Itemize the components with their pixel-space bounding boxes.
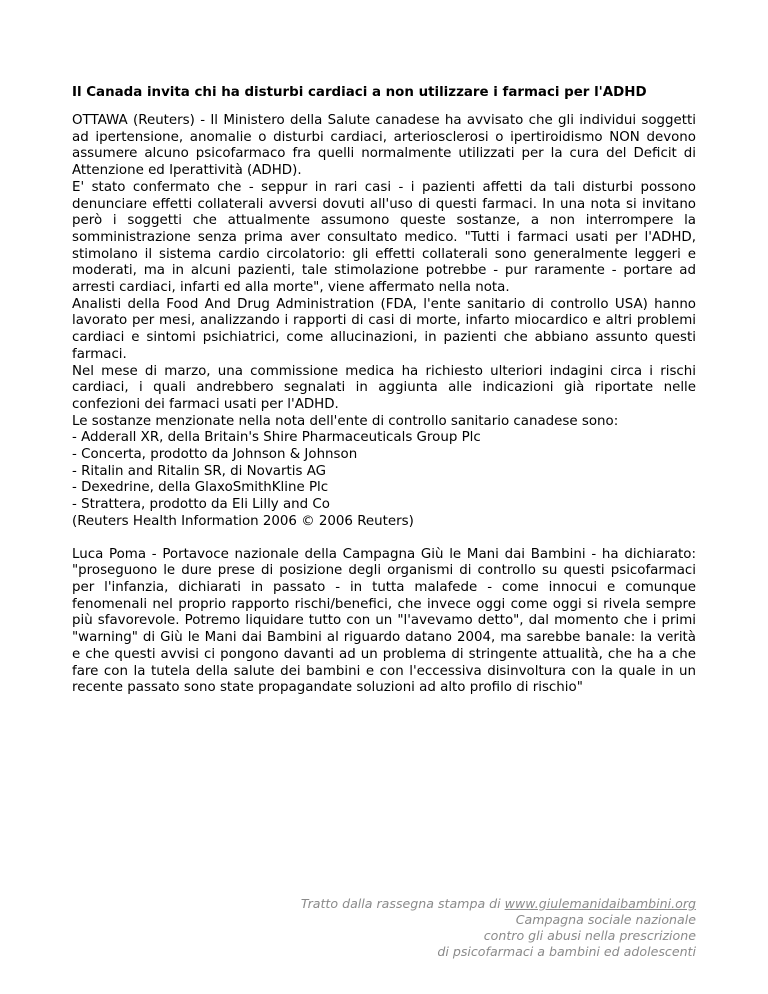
footer-credit: [256, 896, 696, 960]
article-paragraph: OTTAWA (Reuters) - Il Ministero della Salute canadese ha avvisato che gli individui soggetti ad ipertensione, anomalie o disturbi cardiaci, arteriosclerosi o ipertiroidismo NON devono assumere alcuno psicofarmaco fra quelli normalmente utilizzati per la cura del Deficit di Attenzione ed Iperattività (ADHD).: [72, 113, 696, 179]
footer-line-2: Campagna sociale nazionale: [515, 912, 696, 927]
footer-line-1: [256, 896, 696, 912]
list-item: - Strattera, prodotto da Eli Lilly and Co: [72, 497, 330, 513]
website-link[interactable]: www.giulemanidaibambini.org: [504, 896, 696, 911]
footer-prefix: Tratto dalla rassegna stampa di: [300, 896, 505, 911]
list-item: - Adderall XR, della Britain's Shire Pharmaceuticals Group Plc: [72, 430, 481, 446]
drug-list: [72, 430, 696, 514]
document-page: [72, 84, 696, 697]
article-paragraph: Analisti della Food And Drug Administration (FDA, l'ente sanitario di controllo USA) hanno lavorato per mesi, analizzando i rapporti di casi di morte, infarto miocardico e altri problemi cardiaci e sintomi psichiatrici, come allucinazioni, in pazienti che abbiano assunto questi farmaci.: [72, 296, 696, 362]
article-paragraph: Nel mese di marzo, una commissione medica ha richiesto ulteriori indagini circa i rischi cardiaci, i quali andrebbero segnalati in aggiunta alle indicazioni già riportate nelle confezioni dei farmaci usati per l'ADHD.: [72, 363, 696, 412]
list-item: - Ritalin and Ritalin SR, di Novartis AG: [72, 463, 327, 479]
article-title: Il Canada invita chi ha disturbi cardiaci a non utilizzare i farmaci per l'ADHD: [72, 85, 647, 100]
source-credit: (Reuters Health Information 2006 © 2006 Reuters): [72, 513, 414, 529]
spokesperson-comment: Luca Poma - Portavoce nazionale della Campagna Giù le Mani dai Bambini - ha dichiarato: "proseguono le dure prese di posizione degli organismi di controllo su questi psicofarmaci per l'infanzia, dichiarati in passato - in tutta malafede - come innocui e comunque fenomenali nel proprio rapporto rischi/benefici, che invece oggi come oggi si rivela sempre più sfavorevole. Potremo liquidare tutto con un "l'avevamo detto", dal momento che i primi "warning" di Giù le Mani dai Bambini al riguardo datano 2004, ma sarebbe banale: la verità e che questi avvisi ci pongono davanti ad un problema di stringente attualità, che ha a che fare con la tutela della salute dei bambini e con l'eccessiva disinvoltura con la quale in un recente passato sono state propagandate soluzioni ad alto profilo di rischio": [72, 546, 696, 696]
list-item: - Concerta, prodotto da Johnson & Johnson: [72, 447, 358, 463]
footer-line-4: di psicofarmaci a bambini ed adolescenti: [437, 944, 696, 959]
article-paragraph: Le sostanze menzionate nella nota dell'ente di controllo sanitario canadese sono:: [72, 413, 619, 429]
article-body: [72, 113, 696, 531]
article-paragraph: E' stato confermato che - seppur in rari casi - i pazienti affetti da tali disturbi possono denunciare effetti collaterali avversi dovuti all'uso di questi farmaci. In una nota si invitano però i soggetti che attualmente assumono queste sostanze, a non interrompere la somministrazione senza prima aver consultato medico. "Tutti i farmaci usati per l'ADHD, stimolano il sistema cardio circolatorio: gli effetti collaterali sono generalmente leggeri e moderati, ma in alcuni pazienti, tale stimolazione potrebbe - pur raramente - portare ad arresti cardiaci, infarti ed alla morte", viene affermato nella nota.: [72, 179, 696, 296]
footer-line-3: contro gli abusi nella prescrizione: [483, 928, 696, 943]
list-item: - Dexedrine, della GlaxoSmithKline Plc: [72, 480, 329, 496]
